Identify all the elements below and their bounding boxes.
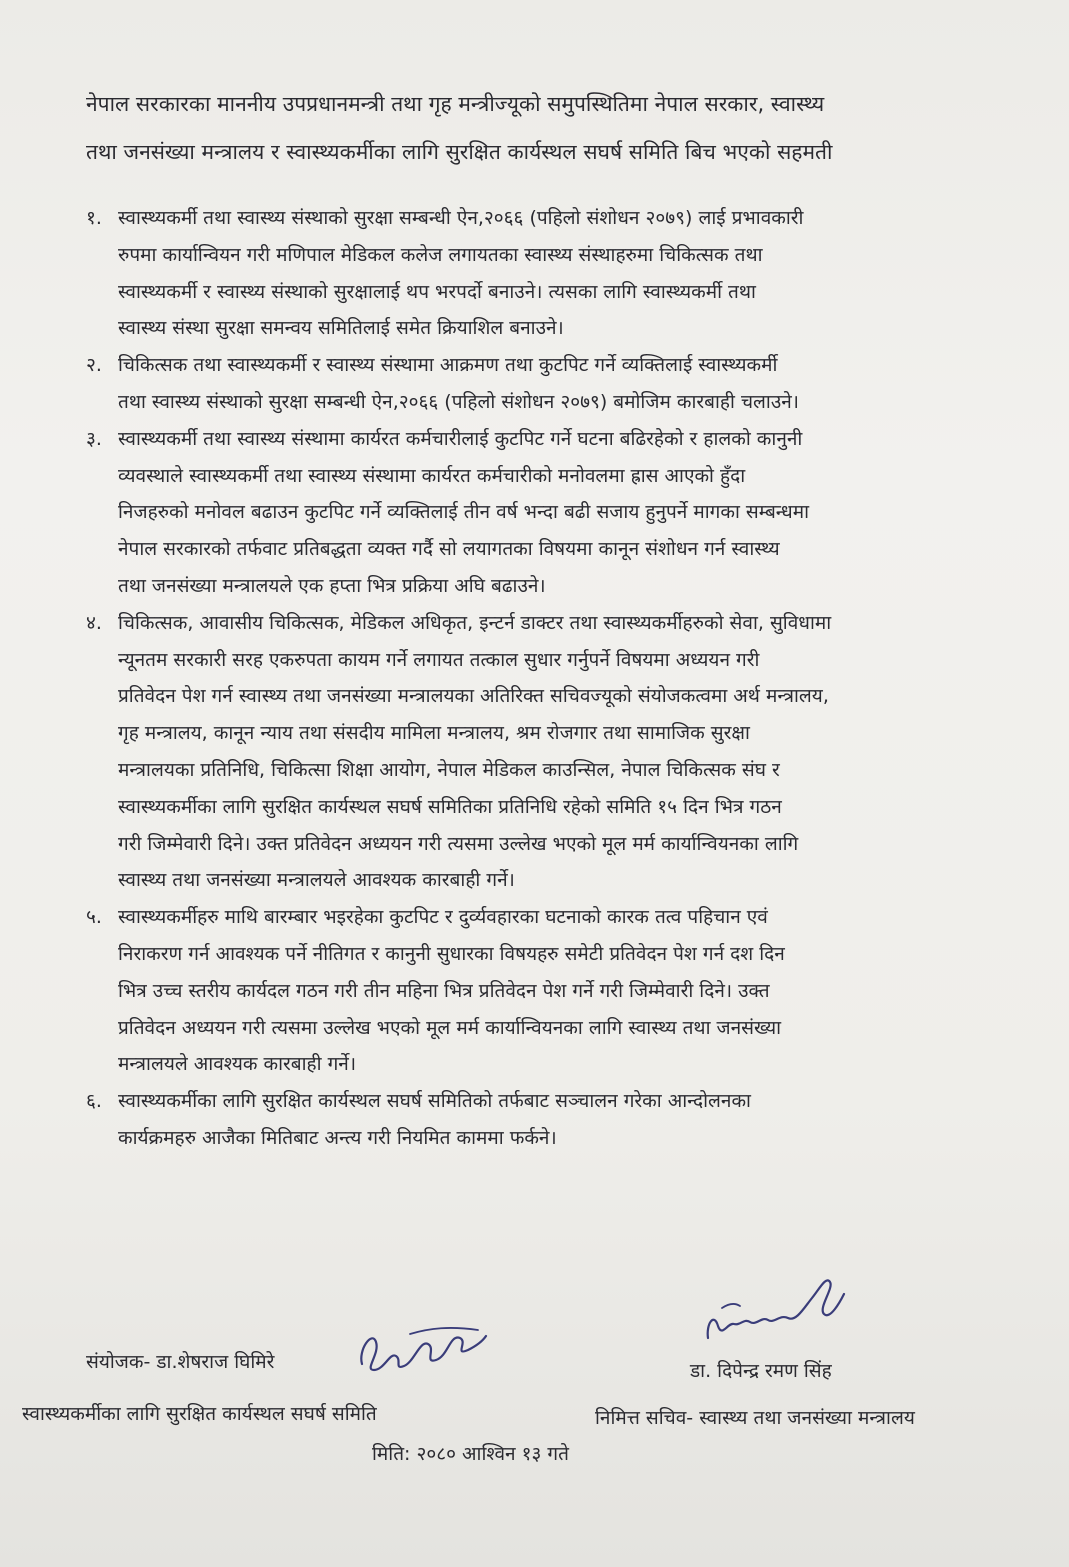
item-text xyxy=(118,1083,1016,1157)
item-line: भित्र उच्च स्तरीय कार्यदल गठन गरी तीन महिना भित्र प्रतिवेदन पेश गर्ने गरी जिम्मेवारी दिने। उक्त xyxy=(118,979,770,1002)
item-line: स्वास्थ्यकर्मी र स्वास्थ्य संस्थाको सुरक्षालाई थप भरपर्दो बनाउने। त्यसका लागि स्वास्थ्यकर्मी तथा xyxy=(118,280,756,303)
agreement-item-3 xyxy=(86,421,1016,605)
item-line: गृह मन्त्रालय, कानून न्याय तथा संसदीय मामिला मन्त्रालय, श्रम रोजगार तथा सामाजिक सुरक्षा xyxy=(118,722,750,745)
item-line: चिकित्सक, आवासीय चिकित्सक, मेडिकल अधिकृत, इन्टर्न डाक्टर तथा स्वास्थ्यकर्मीहरुको सेवा, सुविधामा xyxy=(118,611,832,634)
item-number: ५. xyxy=(86,906,102,929)
item-line: रुपमा कार्यान्वियन गरी मणिपाल मेडिकल कलेज लगायतका स्वास्थ्य संस्थाहरुमा चिकित्सक तथा xyxy=(118,243,763,266)
item-line: तथा स्वास्थ्य संस्थाको सुरक्षा सम्बन्धी ऐन,२०६६ (पहिलो संशोधन २०७९) बमोजिम कारबाही चलाउने। xyxy=(118,390,799,413)
item-number: २. xyxy=(86,354,102,377)
agreement-item-6 xyxy=(86,1083,1016,1157)
left-signatory-name: संयोजक- डा.शेषराज घिमिरे xyxy=(86,1351,275,1373)
item-text xyxy=(118,899,1016,1083)
item-text xyxy=(118,200,1016,347)
item-line: गरी जिम्मेवारी दिने। उक्त प्रतिवेदन अध्ययन गरी त्यसमा उल्लेख भएको मूल मर्म कार्यान्वियनका लागि xyxy=(118,832,799,855)
right-signatory-name: डा. दिपेन्द्र रमण सिंह xyxy=(690,1360,832,1382)
item-line: प्रतिवेदन पेश गर्न स्वास्थ्य तथा जनसंख्या मन्त्रालयका अतिरिक्त सचिवज्यूको संयोजकत्वमा अर्थ मन्त्रालय, xyxy=(118,685,829,708)
item-line: मन्त्रालयले आवश्यक कारबाही गर्ने। xyxy=(118,1053,357,1076)
item-text xyxy=(118,605,1016,899)
right-signature xyxy=(700,1268,850,1348)
item-line: न्यूनतम सरकारी सरह एकरुपता कायम गर्ने लगायत तत्काल सुधार गर्नुपर्ने विषयमा अध्ययन गरी xyxy=(118,648,760,671)
item-line: स्वास्थ्यकर्मीहरु माथि बारम्बार भइरहेका कुटपिट र दुर्व्यवहारका घटनाको कारक तत्व पहिचान एवं xyxy=(118,906,768,929)
item-line: निराकरण गर्न आवश्यक पर्ने नीतिगत र कानुनी सुधारका विषयहरु समेटी प्रतिवेदन पेश गर्न दश दिन xyxy=(118,942,785,965)
item-line: स्वास्थ्यकर्मीका लागि सुरक्षित कार्यस्थल सघर्ष समितिका प्रतिनिधि रहेको समिति १५ दिन भित्र गठन xyxy=(118,795,782,818)
agreement-date: मिति: २०८० आश्विन १३ गते xyxy=(372,1443,569,1465)
agreement-item-5 xyxy=(86,899,1016,1083)
item-line: व्यवस्थाले स्वास्थ्यकर्मी तथा स्वास्थ्य संस्थामा कार्यरत कर्मचारीको मनोवलमा ह्रास आएको हुँदा xyxy=(118,464,746,487)
right-signatory-organization: निमित्त सचिव- स्वास्थ्य तथा जनसंख्या मन्त्रालय xyxy=(595,1407,915,1429)
item-line: चिकित्सक तथा स्वास्थ्यकर्मी र स्वास्थ्य संस्थामा आक्रमण तथा कुटपिट गर्ने व्यक्तिलाई स्वास्थ्यकर्मी xyxy=(118,354,778,377)
item-text xyxy=(118,421,1016,605)
item-number: ३. xyxy=(86,427,102,450)
item-line: स्वास्थ्यकर्मीका लागि सुरक्षित कार्यस्थल सघर्ष समितिको तर्फबाट सञ्चालन गरेका आन्दोलनका xyxy=(118,1090,751,1113)
item-line: स्वास्थ्यकर्मी तथा स्वास्थ्य संस्थामा कार्यरत कर्मचारीलाई कुटपिट गर्ने घटना बढिरहेको र हालको कानुनी xyxy=(118,427,803,450)
left-signatory-organization: स्वास्थ्यकर्मीका लागि सुरक्षित कार्यस्थल सघर्ष समिति xyxy=(22,1403,377,1425)
item-line: मन्त्रालयका प्रतिनिधि, चिकित्सा शिक्षा आयोग, नेपाल मेडिकल काउन्सिल, नेपाल चिकित्सक संघ र xyxy=(118,758,780,781)
item-line: नेपाल सरकारको तर्फवाट प्रतिबद्धता व्यक्त गर्दै सो लयागतका विषयमा कानून संशोधन गर्न स्वास्थ्य xyxy=(118,538,780,561)
item-line: स्वास्थ्य तथा जनसंख्या मन्त्रालयले आवश्यक कारबाही गर्ने। xyxy=(118,869,515,892)
item-line: कार्यक्रमहरु आजैका मितिबाट अन्त्य गरी नियमित काममा फर्कने। xyxy=(118,1126,557,1149)
left-signature xyxy=(350,1320,490,1380)
heading-line-2: तथा जनसंख्या मन्त्रालय र स्वास्थ्यकर्मीका लागि सुरक्षित कार्यस्थल सघर्ष समिति बिच भएको सहमती xyxy=(86,140,833,164)
agreement-items xyxy=(86,200,1016,1157)
item-line: स्वास्थ्यकर्मी तथा स्वास्थ्य संस्थाको सुरक्षा सम्बन्धी ऐन,२०६६ (पहिलो संशोधन २०७९) लाई प्रभावकारी xyxy=(118,207,804,229)
agreement-item-4 xyxy=(86,605,1016,899)
agreement-item-1 xyxy=(86,200,1016,347)
item-number: १. xyxy=(86,207,102,229)
item-number: ४. xyxy=(86,611,102,634)
document-heading xyxy=(86,80,1016,176)
item-number: ६. xyxy=(86,1090,102,1113)
item-line: तथा जनसंख्या मन्त्रालयले एक हप्ता भित्र प्रक्रिया अघि बढाउने। xyxy=(118,574,546,597)
item-line: प्रतिवेदन अध्ययन गरी त्यसमा उल्लेख भएको मूल मर्म कार्यान्वियनका लागि स्वास्थ्य तथा जनसंख्या xyxy=(118,1016,782,1039)
item-line: स्वास्थ्य संस्था सुरक्षा समन्वय समितिलाई समेत क्रियाशिल बनाउने। xyxy=(118,317,564,340)
agreement-item-2 xyxy=(86,347,1016,421)
heading-line-1: नेपाल सरकारका माननीय उपप्रधानमन्त्री तथा गृह मन्त्रीज्यूको समुपस्थितिमा नेपाल सरकार, स्वास्थ्य xyxy=(86,92,825,116)
item-line: निजहरुको मनोवल बढाउन कुटपिट गर्ने व्यक्तिलाई तीन वर्ष भन्दा बढी सजाय हुनुपर्ने मागका सम्बन्धमा xyxy=(118,501,810,524)
item-text xyxy=(118,347,1016,421)
